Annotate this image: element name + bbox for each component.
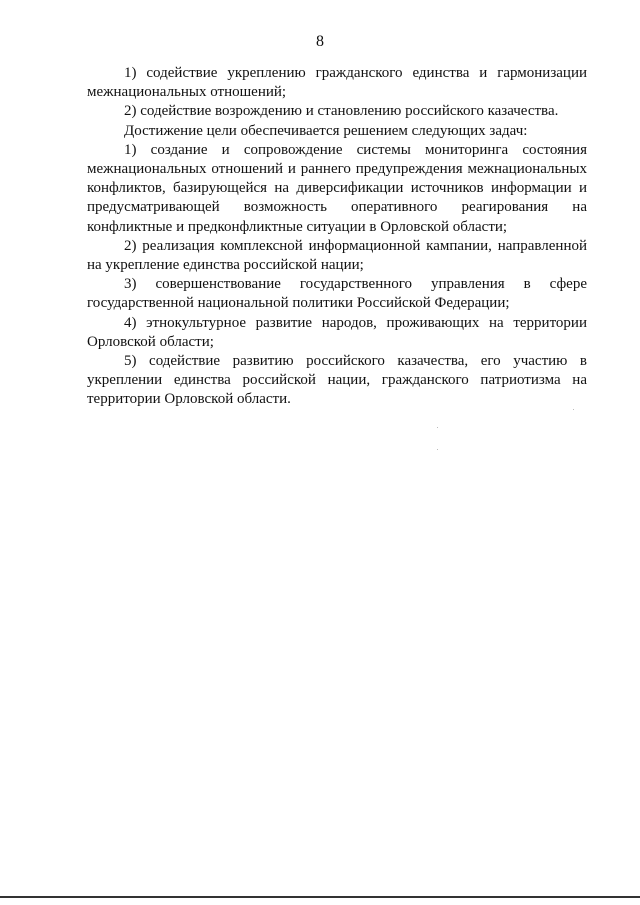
paragraph-task-2: 2) реализация комплексной информационной кампании, направленной на укрепление единства российской нации; xyxy=(87,237,587,274)
page-bottom-edge xyxy=(0,896,640,898)
paragraph-task-5: 5) содействие развитию российского казачества, его участию в укреплении единства российской нации, гражданского патриотизма на территории Орловской области. xyxy=(87,353,587,408)
paragraph-task-4: 4) этнокультурное развитие народов, проживающих на территории Орловской области; xyxy=(87,314,587,350)
page-number: 8 xyxy=(316,33,324,50)
paragraph-task-1: 1) создание и сопровождение системы мониторинга состояния межнациональных отношений и раннего предупреждения межнациональных конфликтов, базирующейся на диверсификации источников информации и предусматривающей возможность оперативного реагирования на конфликтные и предконфликтные ситуации в Орловской области; xyxy=(87,141,587,235)
document-body xyxy=(87,64,587,410)
scan-speck xyxy=(437,449,438,450)
paragraph-tasks-intro: Достижение цели обеспечивается решением следующих задач: xyxy=(124,122,528,139)
paragraph-task-3: 3) совершенствование государственного управления в сфере государственной национальной политики Российской Федерации; xyxy=(87,276,587,312)
scan-speck xyxy=(437,427,438,428)
paragraph-goal-1: 1) содействие укреплению гражданского единства и гармонизации межнациональных отношений; xyxy=(87,65,587,101)
scan-speck xyxy=(573,409,574,410)
paragraph-goal-2: 2) содействие возрождению и становлению российского казачества. xyxy=(124,103,559,120)
